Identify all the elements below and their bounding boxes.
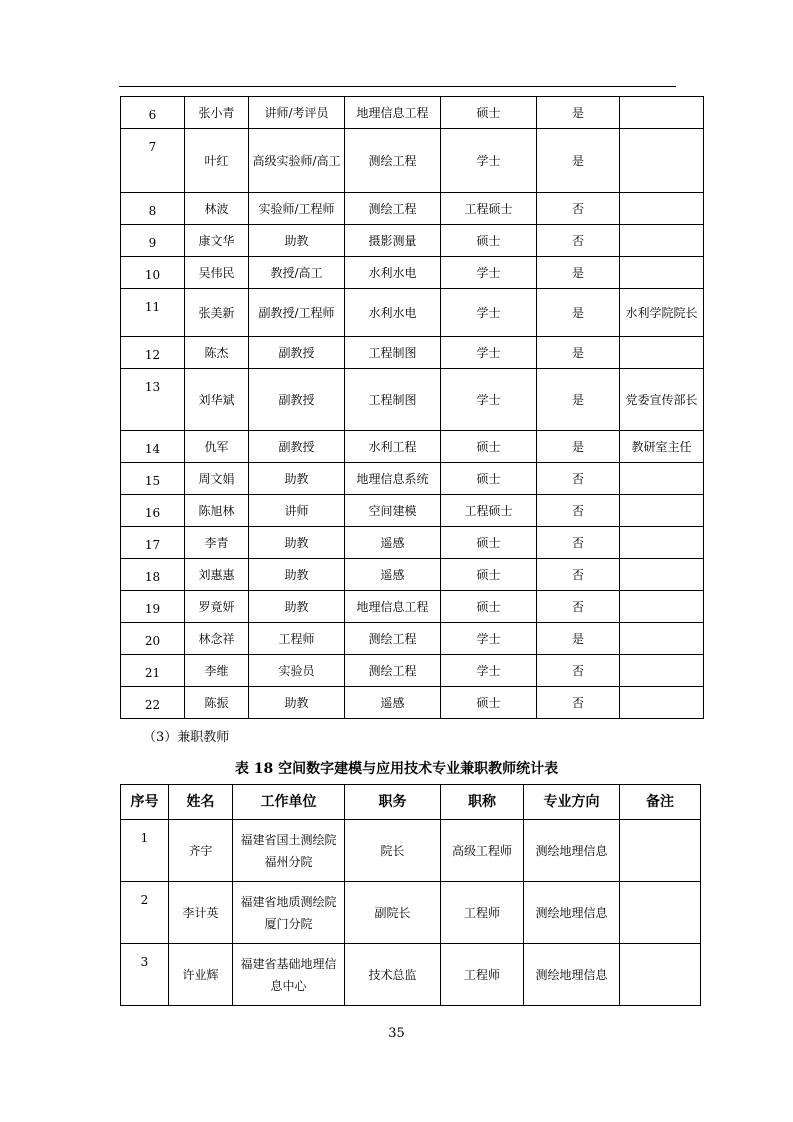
table-row bbox=[121, 431, 704, 463]
cell-name: 林波 bbox=[185, 193, 249, 225]
cell-major: 地理信息工程 bbox=[345, 591, 441, 623]
cell-note bbox=[620, 820, 701, 882]
cell-no: 12 bbox=[121, 337, 185, 369]
cell-dual: 是 bbox=[537, 257, 620, 289]
cell-title: 副教授/工程师 bbox=[249, 289, 345, 337]
cell-name: 陈杰 bbox=[185, 337, 249, 369]
cell-note bbox=[620, 97, 704, 129]
cell-title: 副教授 bbox=[249, 337, 345, 369]
cell-title: 副教授 bbox=[249, 431, 345, 463]
cell-no: 7 bbox=[121, 129, 185, 193]
cell-major: 测绘工程 bbox=[345, 193, 441, 225]
cell-degree: 工程硕士 bbox=[441, 495, 537, 527]
cell-name: 仇军 bbox=[185, 431, 249, 463]
cell-note bbox=[620, 687, 704, 719]
cell-dual: 否 bbox=[537, 463, 620, 495]
cell-note bbox=[620, 655, 704, 687]
cell-no: 6 bbox=[121, 97, 185, 129]
cell-note bbox=[620, 591, 704, 623]
cell-major: 摄影测量 bbox=[345, 225, 441, 257]
cell-title: 助教 bbox=[249, 591, 345, 623]
cell-degree: 硕士 bbox=[441, 591, 537, 623]
cell-title: 高级工程师 bbox=[441, 820, 524, 882]
cell-degree: 学士 bbox=[441, 257, 537, 289]
cell-name: 刘华斌 bbox=[185, 369, 249, 431]
table-row bbox=[121, 463, 704, 495]
cell-note bbox=[620, 527, 704, 559]
cell-dual: 否 bbox=[537, 687, 620, 719]
cell-no: 13 bbox=[121, 369, 185, 431]
cell-degree: 硕士 bbox=[441, 559, 537, 591]
cell-name: 许业辉 bbox=[169, 944, 233, 1006]
cell-degree: 学士 bbox=[441, 289, 537, 337]
cell-title: 讲师/考评员 bbox=[249, 97, 345, 129]
cell-dual: 是 bbox=[537, 129, 620, 193]
cell-name: 陈旭林 bbox=[185, 495, 249, 527]
cell-no: 22 bbox=[121, 687, 185, 719]
header-employer: 工作单位 bbox=[233, 785, 345, 820]
header-name: 姓名 bbox=[169, 785, 233, 820]
table-row bbox=[121, 129, 704, 193]
cell-degree: 硕士 bbox=[441, 687, 537, 719]
cell-note: 党委宣传部长 bbox=[620, 369, 704, 431]
cell-note bbox=[620, 495, 704, 527]
part-time-teachers-table bbox=[120, 784, 701, 1006]
cell-name: 林念祥 bbox=[185, 623, 249, 655]
cell-no: 9 bbox=[121, 225, 185, 257]
cell-major: 测绘工程 bbox=[345, 129, 441, 193]
cell-no: 17 bbox=[121, 527, 185, 559]
cell-note bbox=[620, 225, 704, 257]
cell-dual: 否 bbox=[537, 559, 620, 591]
cell-major: 遥感 bbox=[345, 527, 441, 559]
cell-dual: 否 bbox=[537, 225, 620, 257]
cell-position: 技术总监 bbox=[345, 944, 441, 1006]
cell-dual: 是 bbox=[537, 289, 620, 337]
section-label: （3）兼职教师 bbox=[143, 730, 230, 745]
cell-degree: 学士 bbox=[441, 623, 537, 655]
cell-major: 水利水电 bbox=[345, 257, 441, 289]
cell-title: 高级实验师/高工 bbox=[249, 129, 345, 193]
cell-no: 3 bbox=[121, 944, 169, 1006]
table-caption: 表 18 空间数字建模与应用技术专业兼职教师统计表 bbox=[234, 761, 559, 777]
cell-no: 11 bbox=[121, 289, 185, 337]
header-rule bbox=[119, 86, 676, 87]
cell-employer: 福建省基础地理信息中心 bbox=[233, 944, 345, 1006]
cell-note bbox=[620, 193, 704, 225]
cell-degree: 硕士 bbox=[441, 463, 537, 495]
table-row bbox=[121, 623, 704, 655]
cell-degree: 硕士 bbox=[441, 225, 537, 257]
table-row bbox=[121, 559, 704, 591]
cell-title: 工程师 bbox=[441, 882, 524, 944]
cell-position: 院长 bbox=[345, 820, 441, 882]
table-row bbox=[121, 882, 701, 944]
cell-dual: 是 bbox=[537, 431, 620, 463]
cell-name: 吴伟民 bbox=[185, 257, 249, 289]
cell-note bbox=[620, 463, 704, 495]
cell-degree: 学士 bbox=[441, 129, 537, 193]
table-row bbox=[121, 337, 704, 369]
cell-note: 教研室主任 bbox=[620, 431, 704, 463]
cell-dual: 是 bbox=[537, 97, 620, 129]
cell-name: 李维 bbox=[185, 655, 249, 687]
table-row bbox=[121, 687, 704, 719]
cell-major: 测绘工程 bbox=[345, 623, 441, 655]
cell-name: 李青 bbox=[185, 527, 249, 559]
cell-no: 15 bbox=[121, 463, 185, 495]
header-no: 序号 bbox=[121, 785, 169, 820]
cell-dual: 否 bbox=[537, 193, 620, 225]
cell-degree: 硕士 bbox=[441, 527, 537, 559]
cell-no: 16 bbox=[121, 495, 185, 527]
page-number: 35 bbox=[388, 1026, 405, 1041]
cell-employer: 福建省国土测绘院福州分院 bbox=[233, 820, 345, 882]
cell-name: 罗竟妍 bbox=[185, 591, 249, 623]
cell-dual: 否 bbox=[537, 591, 620, 623]
cell-title: 助教 bbox=[249, 559, 345, 591]
cell-name: 齐宇 bbox=[169, 820, 233, 882]
cell-title: 助教 bbox=[249, 527, 345, 559]
cell-field: 测绘地理信息 bbox=[524, 882, 620, 944]
cell-title: 实验师/工程师 bbox=[249, 193, 345, 225]
cell-major: 工程制图 bbox=[345, 369, 441, 431]
cell-no: 8 bbox=[121, 193, 185, 225]
cell-dual: 否 bbox=[537, 655, 620, 687]
cell-title: 教授/高工 bbox=[249, 257, 345, 289]
cell-title: 讲师 bbox=[249, 495, 345, 527]
header-field: 专业方向 bbox=[524, 785, 620, 820]
cell-no: 10 bbox=[121, 257, 185, 289]
full-time-teachers-body bbox=[121, 97, 704, 719]
cell-major: 空间建模 bbox=[345, 495, 441, 527]
table-row bbox=[121, 655, 704, 687]
cell-note bbox=[620, 623, 704, 655]
table-row bbox=[121, 289, 704, 337]
table-row bbox=[121, 591, 704, 623]
cell-major: 水利工程 bbox=[345, 431, 441, 463]
cell-note bbox=[620, 882, 701, 944]
cell-note bbox=[620, 337, 704, 369]
cell-major: 工程制图 bbox=[345, 337, 441, 369]
cell-dual: 是 bbox=[537, 623, 620, 655]
full-time-teachers-table bbox=[120, 96, 704, 719]
cell-employer: 福建省地质测绘院厦门分院 bbox=[233, 882, 345, 944]
cell-name: 康文华 bbox=[185, 225, 249, 257]
table-row bbox=[121, 97, 704, 129]
table-row bbox=[121, 257, 704, 289]
cell-major: 遥感 bbox=[345, 559, 441, 591]
table-row bbox=[121, 369, 704, 431]
cell-major: 水利水电 bbox=[345, 289, 441, 337]
cell-position: 副院长 bbox=[345, 882, 441, 944]
cell-title: 助教 bbox=[249, 225, 345, 257]
header-position: 职务 bbox=[345, 785, 441, 820]
cell-dual: 是 bbox=[537, 337, 620, 369]
cell-note bbox=[620, 944, 701, 1006]
table-row bbox=[121, 193, 704, 225]
cell-title: 助教 bbox=[249, 687, 345, 719]
cell-note bbox=[620, 559, 704, 591]
cell-major: 测绘工程 bbox=[345, 655, 441, 687]
cell-name: 张美新 bbox=[185, 289, 249, 337]
cell-degree: 学士 bbox=[441, 655, 537, 687]
cell-note: 水利学院院长 bbox=[620, 289, 704, 337]
cell-title: 实验员 bbox=[249, 655, 345, 687]
cell-name: 张小青 bbox=[185, 97, 249, 129]
cell-major: 遥感 bbox=[345, 687, 441, 719]
cell-major: 地理信息工程 bbox=[345, 97, 441, 129]
cell-field: 测绘地理信息 bbox=[524, 944, 620, 1006]
cell-degree: 工程硕士 bbox=[441, 193, 537, 225]
cell-no: 19 bbox=[121, 591, 185, 623]
cell-no: 20 bbox=[121, 623, 185, 655]
part-time-teachers-body bbox=[121, 820, 701, 1006]
cell-name: 周文娟 bbox=[185, 463, 249, 495]
cell-name: 陈振 bbox=[185, 687, 249, 719]
cell-degree: 学士 bbox=[441, 337, 537, 369]
table-header-row bbox=[121, 785, 701, 820]
cell-major: 地理信息系统 bbox=[345, 463, 441, 495]
table-row bbox=[121, 527, 704, 559]
cell-name: 叶红 bbox=[185, 129, 249, 193]
cell-degree: 硕士 bbox=[441, 97, 537, 129]
table-row bbox=[121, 225, 704, 257]
table-row bbox=[121, 495, 704, 527]
cell-title: 助教 bbox=[249, 463, 345, 495]
cell-note bbox=[620, 129, 704, 193]
cell-field: 测绘地理信息 bbox=[524, 820, 620, 882]
cell-name: 刘惠惠 bbox=[185, 559, 249, 591]
cell-dual: 否 bbox=[537, 495, 620, 527]
cell-name: 李计英 bbox=[169, 882, 233, 944]
cell-dual: 否 bbox=[537, 527, 620, 559]
cell-no: 2 bbox=[121, 882, 169, 944]
cell-dual: 是 bbox=[537, 369, 620, 431]
cell-degree: 学士 bbox=[441, 369, 537, 431]
header-note: 备注 bbox=[620, 785, 701, 820]
table-row bbox=[121, 944, 701, 1006]
cell-title: 工程师 bbox=[249, 623, 345, 655]
cell-no: 1 bbox=[121, 820, 169, 882]
cell-title: 副教授 bbox=[249, 369, 345, 431]
cell-degree: 硕士 bbox=[441, 431, 537, 463]
cell-no: 14 bbox=[121, 431, 185, 463]
cell-title: 工程师 bbox=[441, 944, 524, 1006]
table-row bbox=[121, 820, 701, 882]
cell-no: 21 bbox=[121, 655, 185, 687]
header-title: 职称 bbox=[441, 785, 524, 820]
cell-note bbox=[620, 257, 704, 289]
cell-no: 18 bbox=[121, 559, 185, 591]
